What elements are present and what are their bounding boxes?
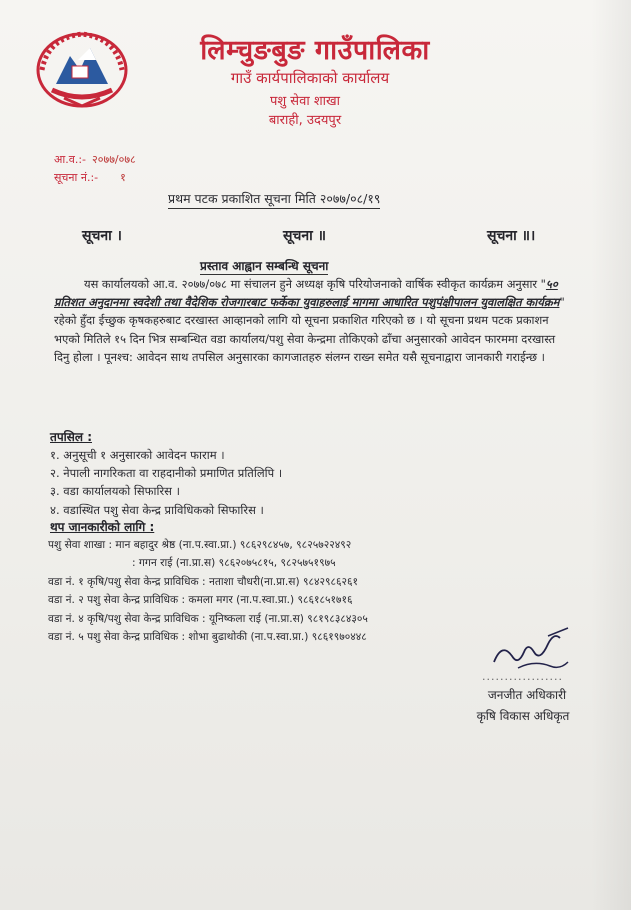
office-name: गाउँ कार्यपालिकाको कार्यालय: [230, 69, 390, 87]
contacts-title: थप जानकारीको लागि :: [50, 520, 155, 534]
notice-body: [54, 275, 569, 366]
contact-line: वडा नं. १ कृषि/पशु सेवा केन्द्र प्राविधिक : नताशा चौधरी(ना.प्रा.स) ९८४२९८६२६१: [48, 575, 359, 588]
list-item: २. नेपाली नागरिकता वा राहदानीको प्रमाणित प्रतिलिपि ।: [50, 466, 283, 481]
section-name: पशु सेवा शाखा: [269, 94, 341, 109]
notice-number-label: सूचना नं.:-: [54, 171, 99, 184]
list-item: ३. वडा कार्यालयको सिफारिस ।: [50, 484, 180, 499]
signatory-title: कृषि विकास अधिकृत: [476, 709, 570, 723]
notice-number-value: १: [120, 171, 126, 184]
signatory-name: जनजीत अधिकारी: [487, 688, 567, 702]
notice-number-line: [54, 170, 126, 185]
contact-line: वडा नं. ४ कृषि/पशु सेवा केन्द्र प्राविधिक : यूनिष्कला राई (ना.प्रा.स) ९८१९८३८४३०५: [48, 612, 368, 625]
contact-line: पशु सेवा शाखा : मान बहादुर श्रेष्ठ (ना.प.स्वा.प्रा.) ९८६२९८४५७, ९८२५७२२४९२: [48, 539, 352, 551]
list-item: ४. वडास्थित पशु सेवा केन्द्र प्राविधिकको सिफारिस ।: [50, 502, 264, 517]
body-part-2: " रहेको हुँदा ईच्छुक कृषकहरुबाट दरखास्त आव्हानको लागि यो सूचना प्रकाशित गरिएको छ । यो सूचना प्रथम पटक प्रकाशन भएको मितिले १५ दिन भित्र सम्बन्धित वडा कार्यालय/पशु सेवा केन्द्रमा तोकिएको ढाँचा अनुसारको आवेदन फारममा दरखास्त दिनु होला । पूनश्च: आवेदन साथ तपसिल अनुसारका कागजातहरु संलग्न राख्न समेत यसै सूचनाद्वारा जानकारी गराईन्छ ।: [54, 295, 565, 364]
list-item: १. अनुसूची १ अनुसारको आवेदन फाराम ।: [50, 448, 225, 462]
notice-heading-3: सूचना ॥।: [487, 228, 536, 244]
fiscal-year-line: [54, 152, 136, 167]
publication-date-note: प्रथम पटक प्रकाशित सूचना मिति २०७७/०८/१९: [168, 190, 380, 209]
program-name: ५० प्रतिशत अनुदानमा स्वदेशी तथा वैदेशिक रोजगारबाट फर्केका युवाहरुलाई मागमा आधारित पशुपंक्षीपालन युवालक्षित कार्यक्रम: [54, 277, 560, 310]
municipality-emblem-icon: [34, 26, 130, 110]
attachments-list: [50, 446, 570, 519]
attachments-title: तपसिल :: [50, 430, 92, 444]
fiscal-year-value: २०७७/०७८: [92, 153, 136, 166]
notice-subject: प्रस्ताव आह्वान सम्बन्धि सूचना: [200, 259, 329, 273]
signature-line: ..................: [482, 670, 563, 683]
body-part-1: यस कार्यालयको आ.व. २०७७/०७८ मा संचालन हुने अध्यक्ष कृषि परियोजनाको वार्षिक स्वीकृत कार्यक्रम अनुसार ": [84, 277, 546, 291]
notice-heading-1: सूचना ।: [82, 228, 122, 244]
fiscal-year-label: आ.व.:-: [54, 153, 87, 166]
contact-line: : गगन राई (ना.प्रा.स) ९८६२०७५८१५, ९८२५७५१९७५: [132, 557, 336, 570]
notice-heading-2: सूचना ॥: [283, 228, 327, 244]
paper-edge-shadow: [591, 0, 631, 910]
office-address: बाराही, उदयपुर: [268, 113, 342, 128]
contact-line: वडा नं. २ पशु सेवा केन्द्र प्राविधिक : कमला मगर (ना.प.स्वा.प्रा.) ९८६१८५१७१६: [48, 594, 353, 607]
municipality-name: लिम्चुङबुङ गाउँपालिका: [200, 35, 430, 66]
contact-line: वडा नं. ५ पशु सेवा केन्द्र प्राविधिक : शोभा बुढाथोकी (ना.प.स्वा.प्रा.) ९८६१९७०४४८: [48, 631, 367, 644]
